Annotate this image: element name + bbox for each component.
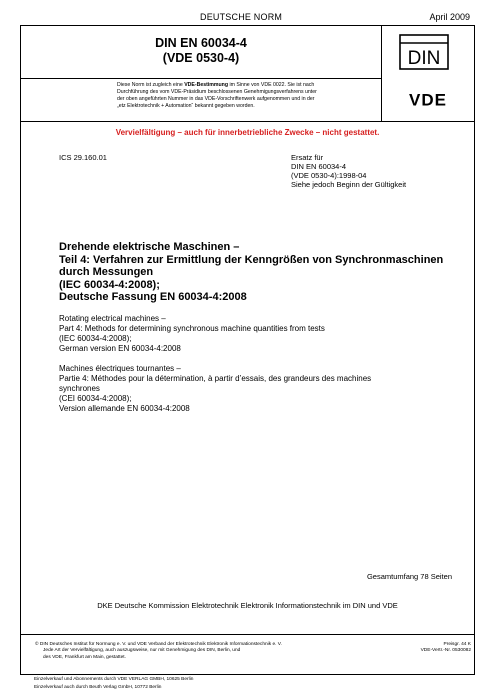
title-standard-number: DIN EN 60034-4 (155, 36, 247, 50)
info-line1-pre: Diese Norm ist zugleich eine (117, 82, 185, 88)
replacement-info (291, 153, 406, 189)
footer-divider (21, 634, 474, 635)
copyright-notice (35, 642, 375, 661)
header-left-label: DEUTSCHE NORM (200, 12, 283, 22)
info-line3: der oben angeführten Nummer in das VDE-Vorschriftenwerk aufgenommen und in der (117, 96, 315, 102)
info-line1-bold: VDE-Bestimmung (184, 82, 228, 88)
vde-regulation-notice (117, 82, 379, 110)
german-title-line3: durch Messungen (59, 266, 154, 278)
dke-commission: DKE Deutsche Kommission Elektrotechnik Elektronik Informationstechnik im DIN und VDE (97, 601, 398, 610)
info-line2: Durchführung des vom VDE-Präsidium beschlossenen Genehmigungsverfahrens unter (117, 89, 317, 95)
vde-logo-text: VDE (409, 90, 447, 108)
sales-line1: Einzelverkauf und Abonnements durch VDE VERLAG GMBH, 10625 Berlin (34, 677, 194, 682)
english-title-line4: German version EN 60034-4:2008 (59, 344, 181, 353)
document-title (21, 26, 381, 78)
french-title (59, 364, 469, 414)
vde-order-number: VDE-Vertr.-Nr. 0530082 (420, 648, 471, 654)
reproduction-notice: Vervielfältigung – auch für innerbetriebliche Zwecke – nicht gestattet. (115, 128, 380, 137)
french-title-line3: synchrones (59, 384, 100, 393)
sales-line2: Einzelverkauf auch durch Beuth Verlag GmbH, 10772 Berlin (34, 685, 162, 690)
german-title-line5: Deutsche Fassung EN 60034-4:2008 (59, 291, 247, 303)
logo-divider (381, 26, 382, 121)
copyright-line3: des VDE, Frankfurt am Main, gestattet. (43, 654, 126, 660)
total-pages: Gesamtumfang 78 Seiten (366, 572, 452, 581)
info-line1-post: im Sinne von VDE 0022. Sie ist nach (228, 82, 315, 88)
copyright-line1: © DIN Deutsches Institut für Normung e. V. und VDE Verband der Elektrotechnik Elektronik Informationstechnik e. V. (35, 642, 282, 647)
copyright-line2: Jede Art der Vervielfältigung, auch auszugsweise, nur mit Genehmigung des DIN, Berlin, und (43, 648, 241, 654)
english-title-line2: Part 4: Methods for determining synchronous machine quantities from tests (59, 324, 325, 333)
french-title-line5: Version allemande EN 60034-4:2008 (59, 404, 190, 413)
din-logo-icon (399, 34, 449, 70)
header-bottom-divider (21, 121, 474, 122)
english-title (59, 314, 469, 354)
ics-code: ICS 29.160.01 (59, 153, 107, 162)
german-title-line1: Drehende elektrische Maschinen – (59, 241, 240, 253)
french-title-line1: Machines électriques tournantes – (59, 364, 181, 373)
replacement-line2: DIN EN 60034-4 (291, 162, 347, 171)
replacement-line3: (VDE 0530-4):1998-04 (291, 171, 367, 180)
french-title-line4: (CEI 60034-4:2008); (59, 394, 132, 403)
english-title-line1: Rotating electrical machines – (59, 314, 166, 323)
german-title (59, 241, 469, 304)
din-logo-text: DIN (407, 48, 441, 69)
title-vde-number: (VDE 0530-4) (162, 51, 240, 65)
price-group: Preisgr. 44 K (443, 642, 471, 647)
english-title-line3: (IEC 60034-4:2008); (59, 334, 132, 343)
vde-logo-icon (398, 90, 458, 108)
title-divider (21, 78, 381, 79)
german-title-line2: Teil 4: Verfahren zur Ermittlung der Kenngrößen von Synchronmaschinen (59, 253, 444, 266)
french-title-line2: Partie 4: Méthodes pour la détermination, à partir d’essais, des grandeurs des machines (59, 374, 372, 383)
replacement-line4: Siehe jedoch Beginn der Gültigkeit (291, 180, 407, 189)
info-line4: „etz Elektrotechnik + Automation“ bekannt gegeben worden. (117, 103, 255, 109)
german-title-line4: (IEC 60034-4:2008); (59, 278, 160, 291)
replacement-line1: Ersatz für (291, 153, 324, 162)
cover-frame (20, 25, 475, 675)
header-date: April 2009 (429, 12, 470, 22)
price-info (421, 642, 471, 655)
